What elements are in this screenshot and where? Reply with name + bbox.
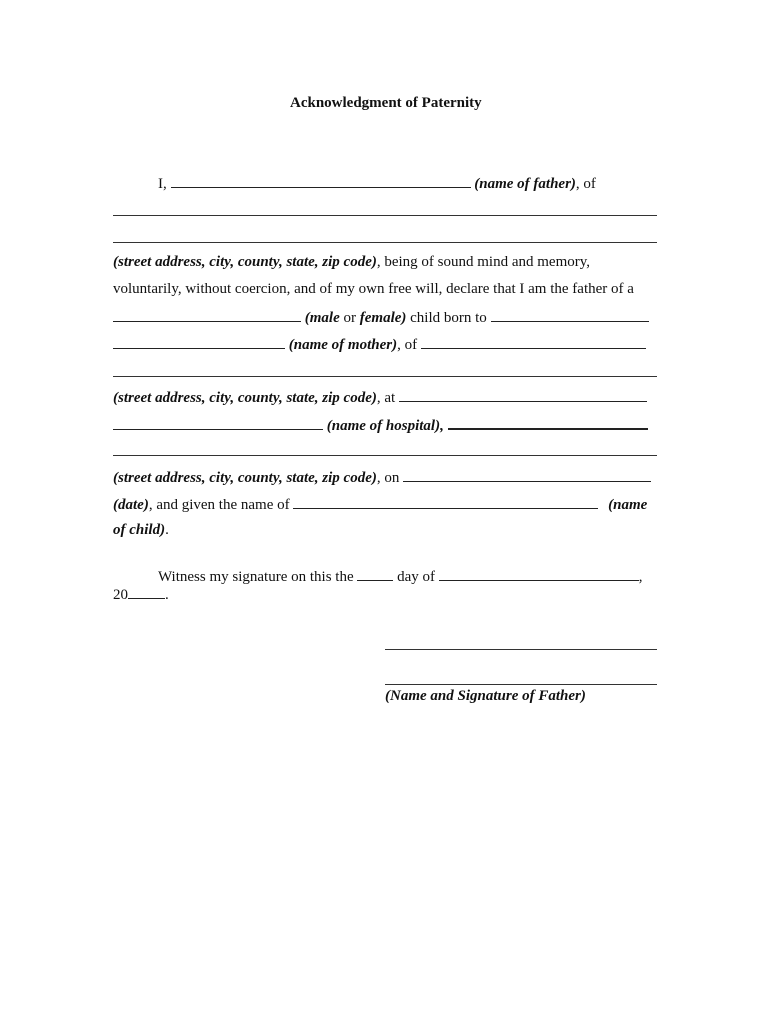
father-address-line [113,253,590,271]
name-label-part2: of child) [113,522,166,538]
child-name-label-line [113,521,169,539]
date-label: (date) [113,497,149,513]
hospital-blank-1[interactable] [399,387,647,402]
or-text: or [339,310,360,326]
hospital-address-line [113,467,651,487]
line6-suffix: , at [376,390,396,406]
hospital-blank-2[interactable] [448,414,648,430]
mother-address-label: (street address, city, county, state, zip code) [113,390,377,406]
line1-prefix: I, [158,176,167,192]
mother-name-blank[interactable] [113,334,285,349]
witness-day-blank[interactable] [357,566,393,581]
male-label: (male [304,310,340,326]
mother-of-blank[interactable] [421,334,646,349]
line7-suffix: , [440,418,444,434]
signature-label: (Name and Signature of Father) [385,688,586,704]
year-suffix: . [165,587,169,603]
hospital-address-blank[interactable] [113,455,657,456]
year-line [113,584,169,604]
line8-suffix: , on [376,470,400,486]
signature-blank-1[interactable] [385,649,657,650]
mother-name-line [113,334,646,354]
father-address-blank-1[interactable] [113,215,657,216]
given-name-text: , and given the name of [148,497,290,513]
hospital-label: (name of hospital) [326,418,441,434]
year-prefix: 20 [113,587,128,603]
witness-line [158,566,643,586]
child-sex-blank[interactable] [113,307,301,322]
father-name-line [158,173,596,193]
father-name-label: (name of father) [474,176,576,192]
female-label: female) [359,310,407,326]
mother-address-line [113,387,647,407]
witness-month-blank[interactable] [439,566,639,581]
father-name-blank[interactable] [171,173,471,188]
name-label-part1: (name [608,497,648,513]
child-name-blank[interactable] [293,494,598,509]
witness-text: Witness my signature on this the [158,569,354,585]
signature-blank-2[interactable] [385,684,657,685]
father-address-blank-2[interactable] [113,242,657,243]
child-sex-line [113,307,649,327]
born-to-blank[interactable] [491,307,649,322]
mother-name-label: (name of mother) [288,337,398,353]
child-born-to-text: child born to [406,310,487,326]
line1-suffix: , of [575,176,596,192]
mother-address-blank[interactable] [113,376,657,377]
day-of-text: day of [397,569,436,585]
birth-date-blank[interactable] [403,467,651,482]
witness-comma: , [638,569,643,585]
hospital-name-blank[interactable] [113,415,323,430]
hospital-address-label: (street address, city, county, state, zip code) [113,470,377,486]
line10-suffix: . [165,522,169,538]
father-address-label: (street address, city, county, state, zip code) [113,254,377,270]
child-name-line [113,494,647,514]
line5-suffix: , of [397,337,418,353]
hospital-line [113,414,648,435]
document-title: Acknowledgment of Paternity [290,95,482,111]
line2-text: , being of sound mind and memory, [376,254,591,270]
year-blank[interactable] [128,584,165,599]
declaration-line: voluntarily, without coercion, and of my own free will, declare that I am the father of a [113,281,634,297]
